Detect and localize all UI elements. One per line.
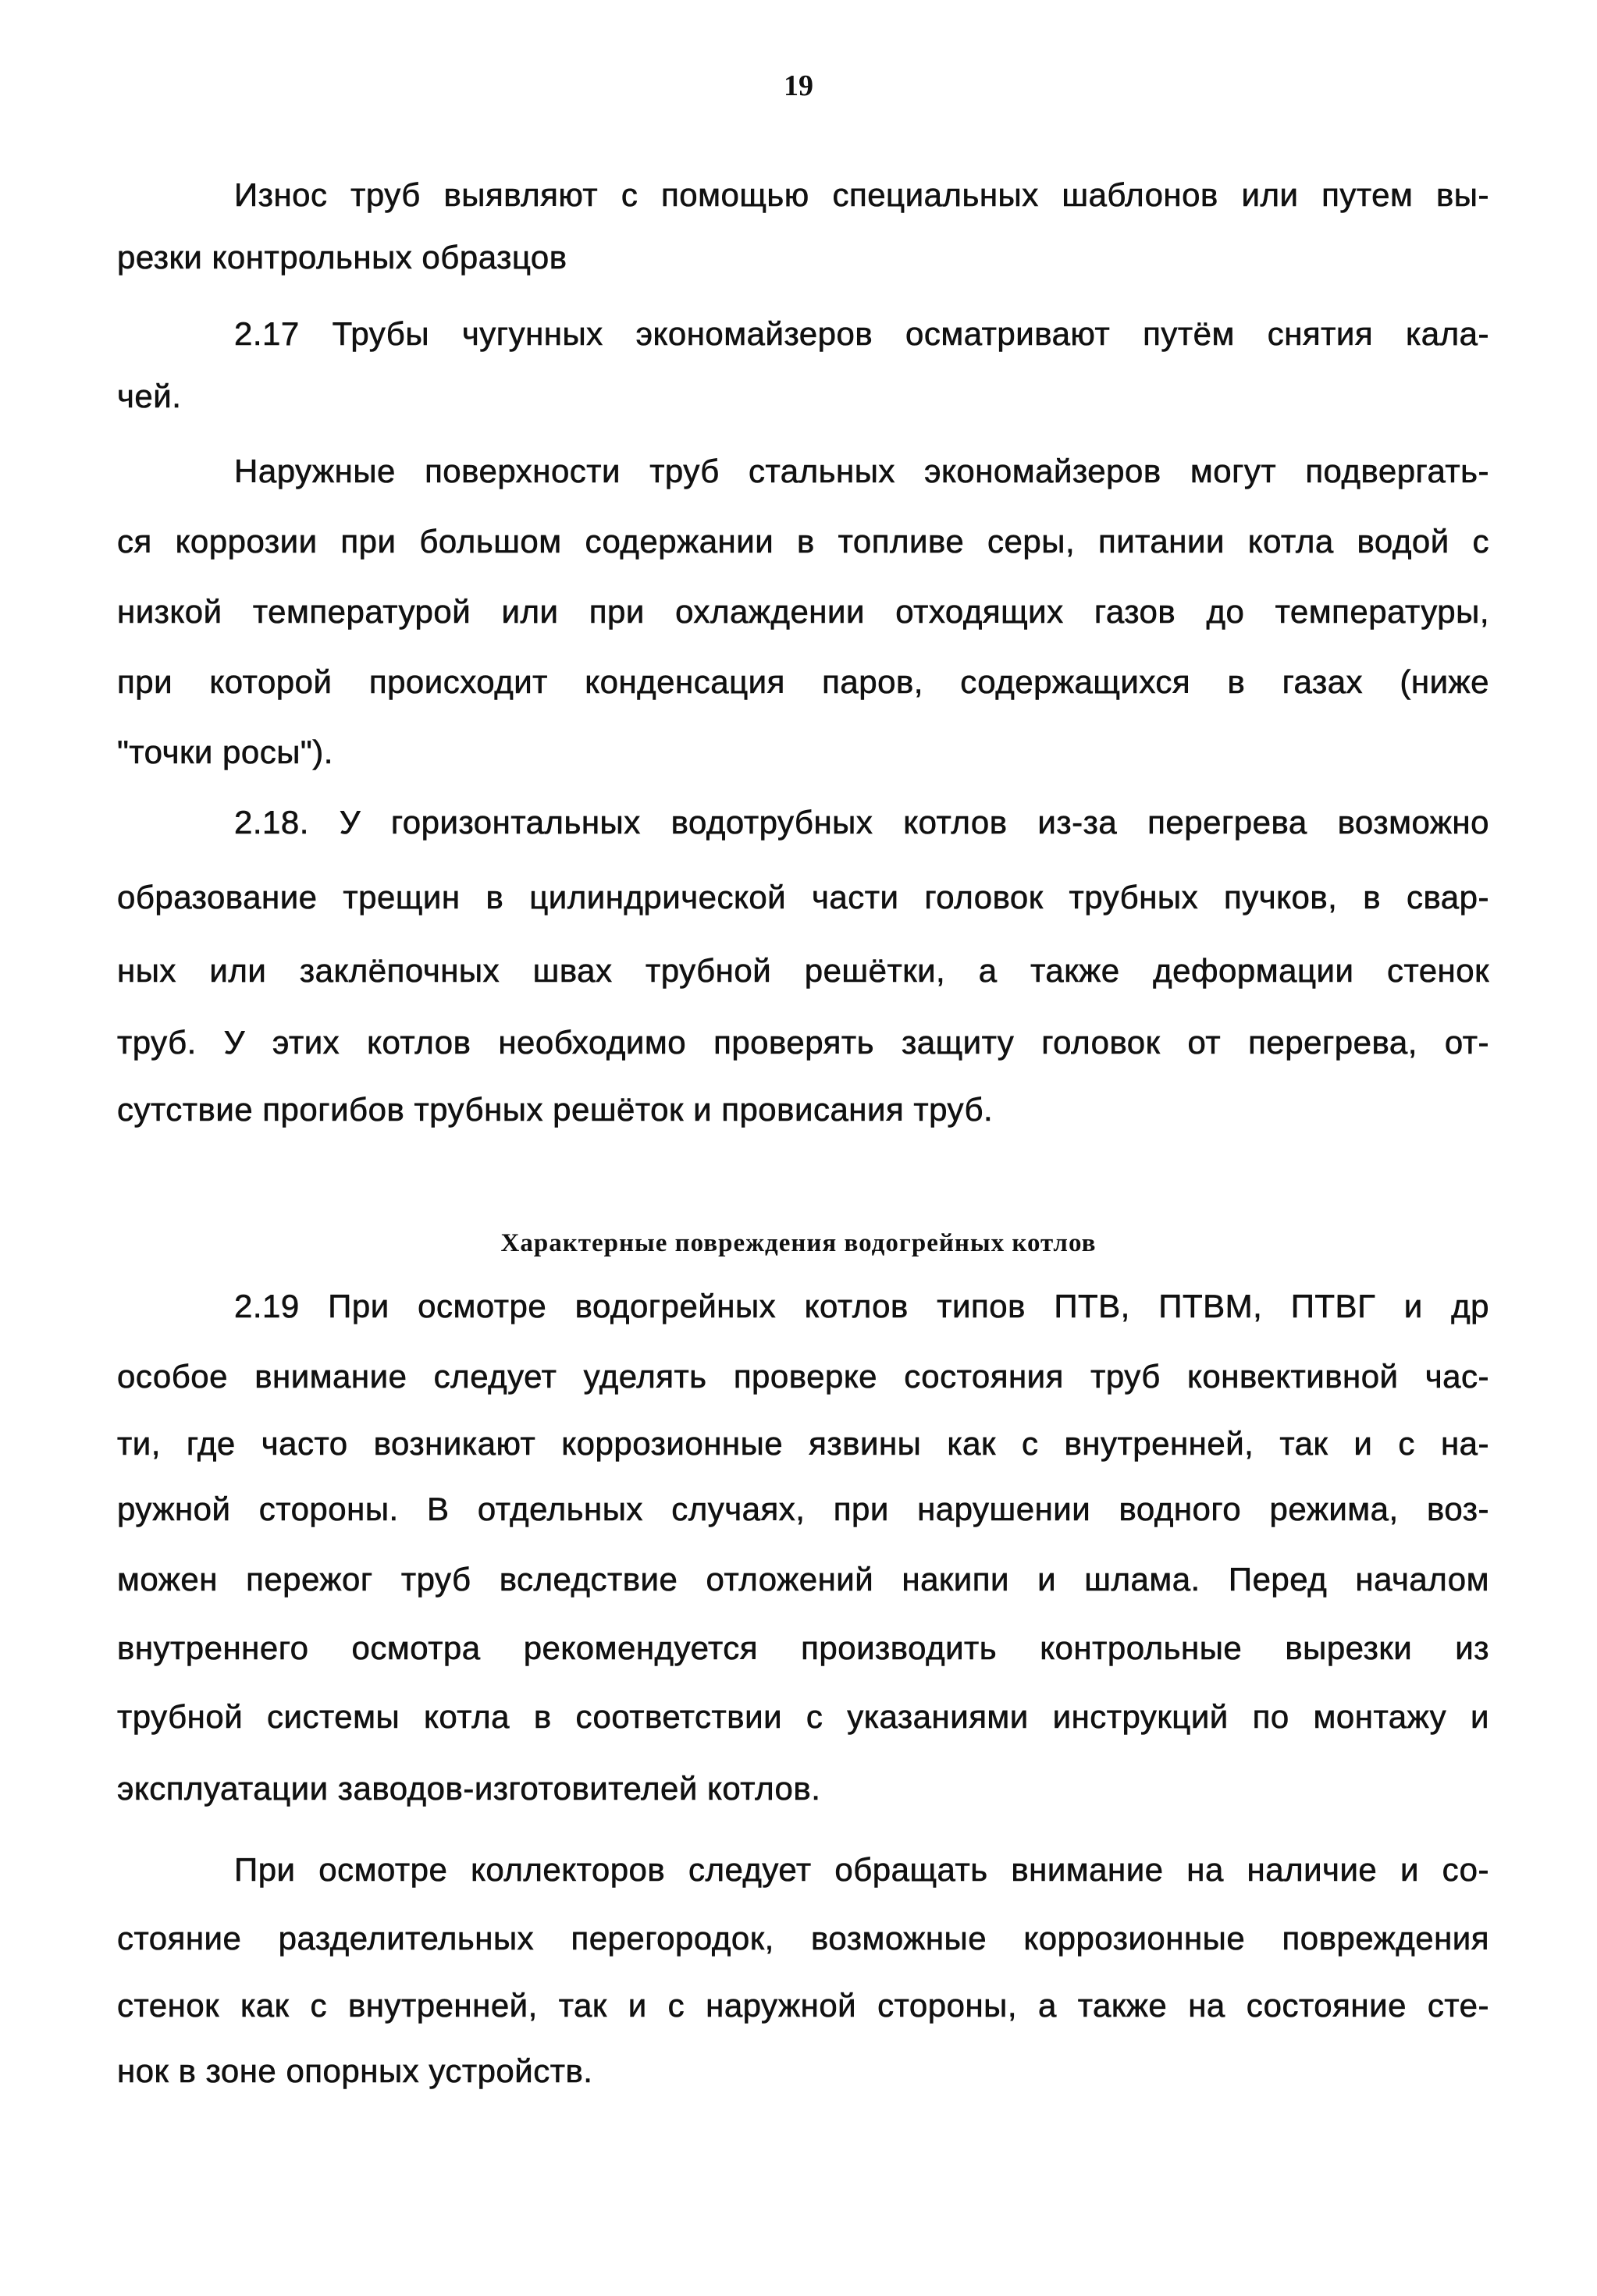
text-line: Наружные поверхности труб стальных экономайзеров могут подвергать-	[234, 453, 1489, 489]
text-line: стенок как с внутренней, так и с наружной стороны, а также на состояние сте-	[117, 1987, 1489, 2024]
text-line: 2.19 При осмотре водогрейных котлов типов ПТВ, ПТВМ, ПТВГ и др	[234, 1288, 1489, 1324]
section-title: Характерные повреждения водогрейных котлов	[500, 1229, 1097, 1257]
text-line: ти, где часто возникают коррозионные язвины как с внутренней, так и с на-	[117, 1425, 1489, 1462]
text-line: нок в зоне опорных устройств.	[117, 2053, 593, 2089]
text-line: ных или заклёпочных швах трубной решётки, а также деформации стенок	[117, 952, 1489, 989]
text-line: ружной стороны. В отдельных случаях, при нарушении водного режима, воз-	[117, 1491, 1489, 1527]
text-line: резки контрольных образцов	[117, 239, 567, 275]
text-line: ся коррозии при большом содержании в топливе серы, питании котла водой с	[117, 523, 1489, 560]
text-line: 2.17 Трубы чугунных экономайзеров осматривают путём снятия кала-	[234, 315, 1489, 352]
text-line: 2.18. У горизонтальных водотрубных котлов из-за перегрева возможно	[234, 804, 1489, 841]
text-line: можен пережог труб вследствие отложений накипи и шлама. Перед началом	[117, 1561, 1489, 1598]
text-line: эксплуатации заводов-изготовителей котлов.	[117, 1770, 821, 1807]
text-line: труб. У этих котлов необходимо проверять защиту головок от перегрева, от-	[117, 1024, 1489, 1061]
text-line: образование трещин в цилиндрической части головок трубных пучков, в свар-	[117, 879, 1489, 915]
text-line: чей.	[117, 378, 182, 414]
text-line: внутреннего осмотра рекомендуется производить контрольные вырезки из	[117, 1630, 1489, 1666]
text-line: При осмотре коллекторов следует обращать внимание на наличие и со-	[234, 1851, 1489, 1888]
text-line: "точки росы").	[117, 734, 333, 770]
text-line: низкой температурой или при охлаждении отходящих газов до температуры,	[117, 593, 1489, 630]
text-line: сутствие прогибов трубных решёток и провисания труб.	[117, 1091, 994, 1128]
text-line: особое внимание следует уделять проверке состояния труб конвективной час-	[117, 1358, 1489, 1395]
text-line: трубной системы котла в соответствии с указаниями инструкций по монтажу и	[117, 1698, 1489, 1735]
text-line: Износ труб выявляют с помощью специальных шаблонов или путем вы-	[234, 176, 1489, 213]
page-number: 19	[784, 69, 813, 102]
text-line: при которой происходит конденсация паров, содержащихся в газах (ниже	[117, 663, 1489, 700]
text-line: стояние разделительных перегородок, возможные коррозионные повреждения	[117, 1920, 1489, 1957]
